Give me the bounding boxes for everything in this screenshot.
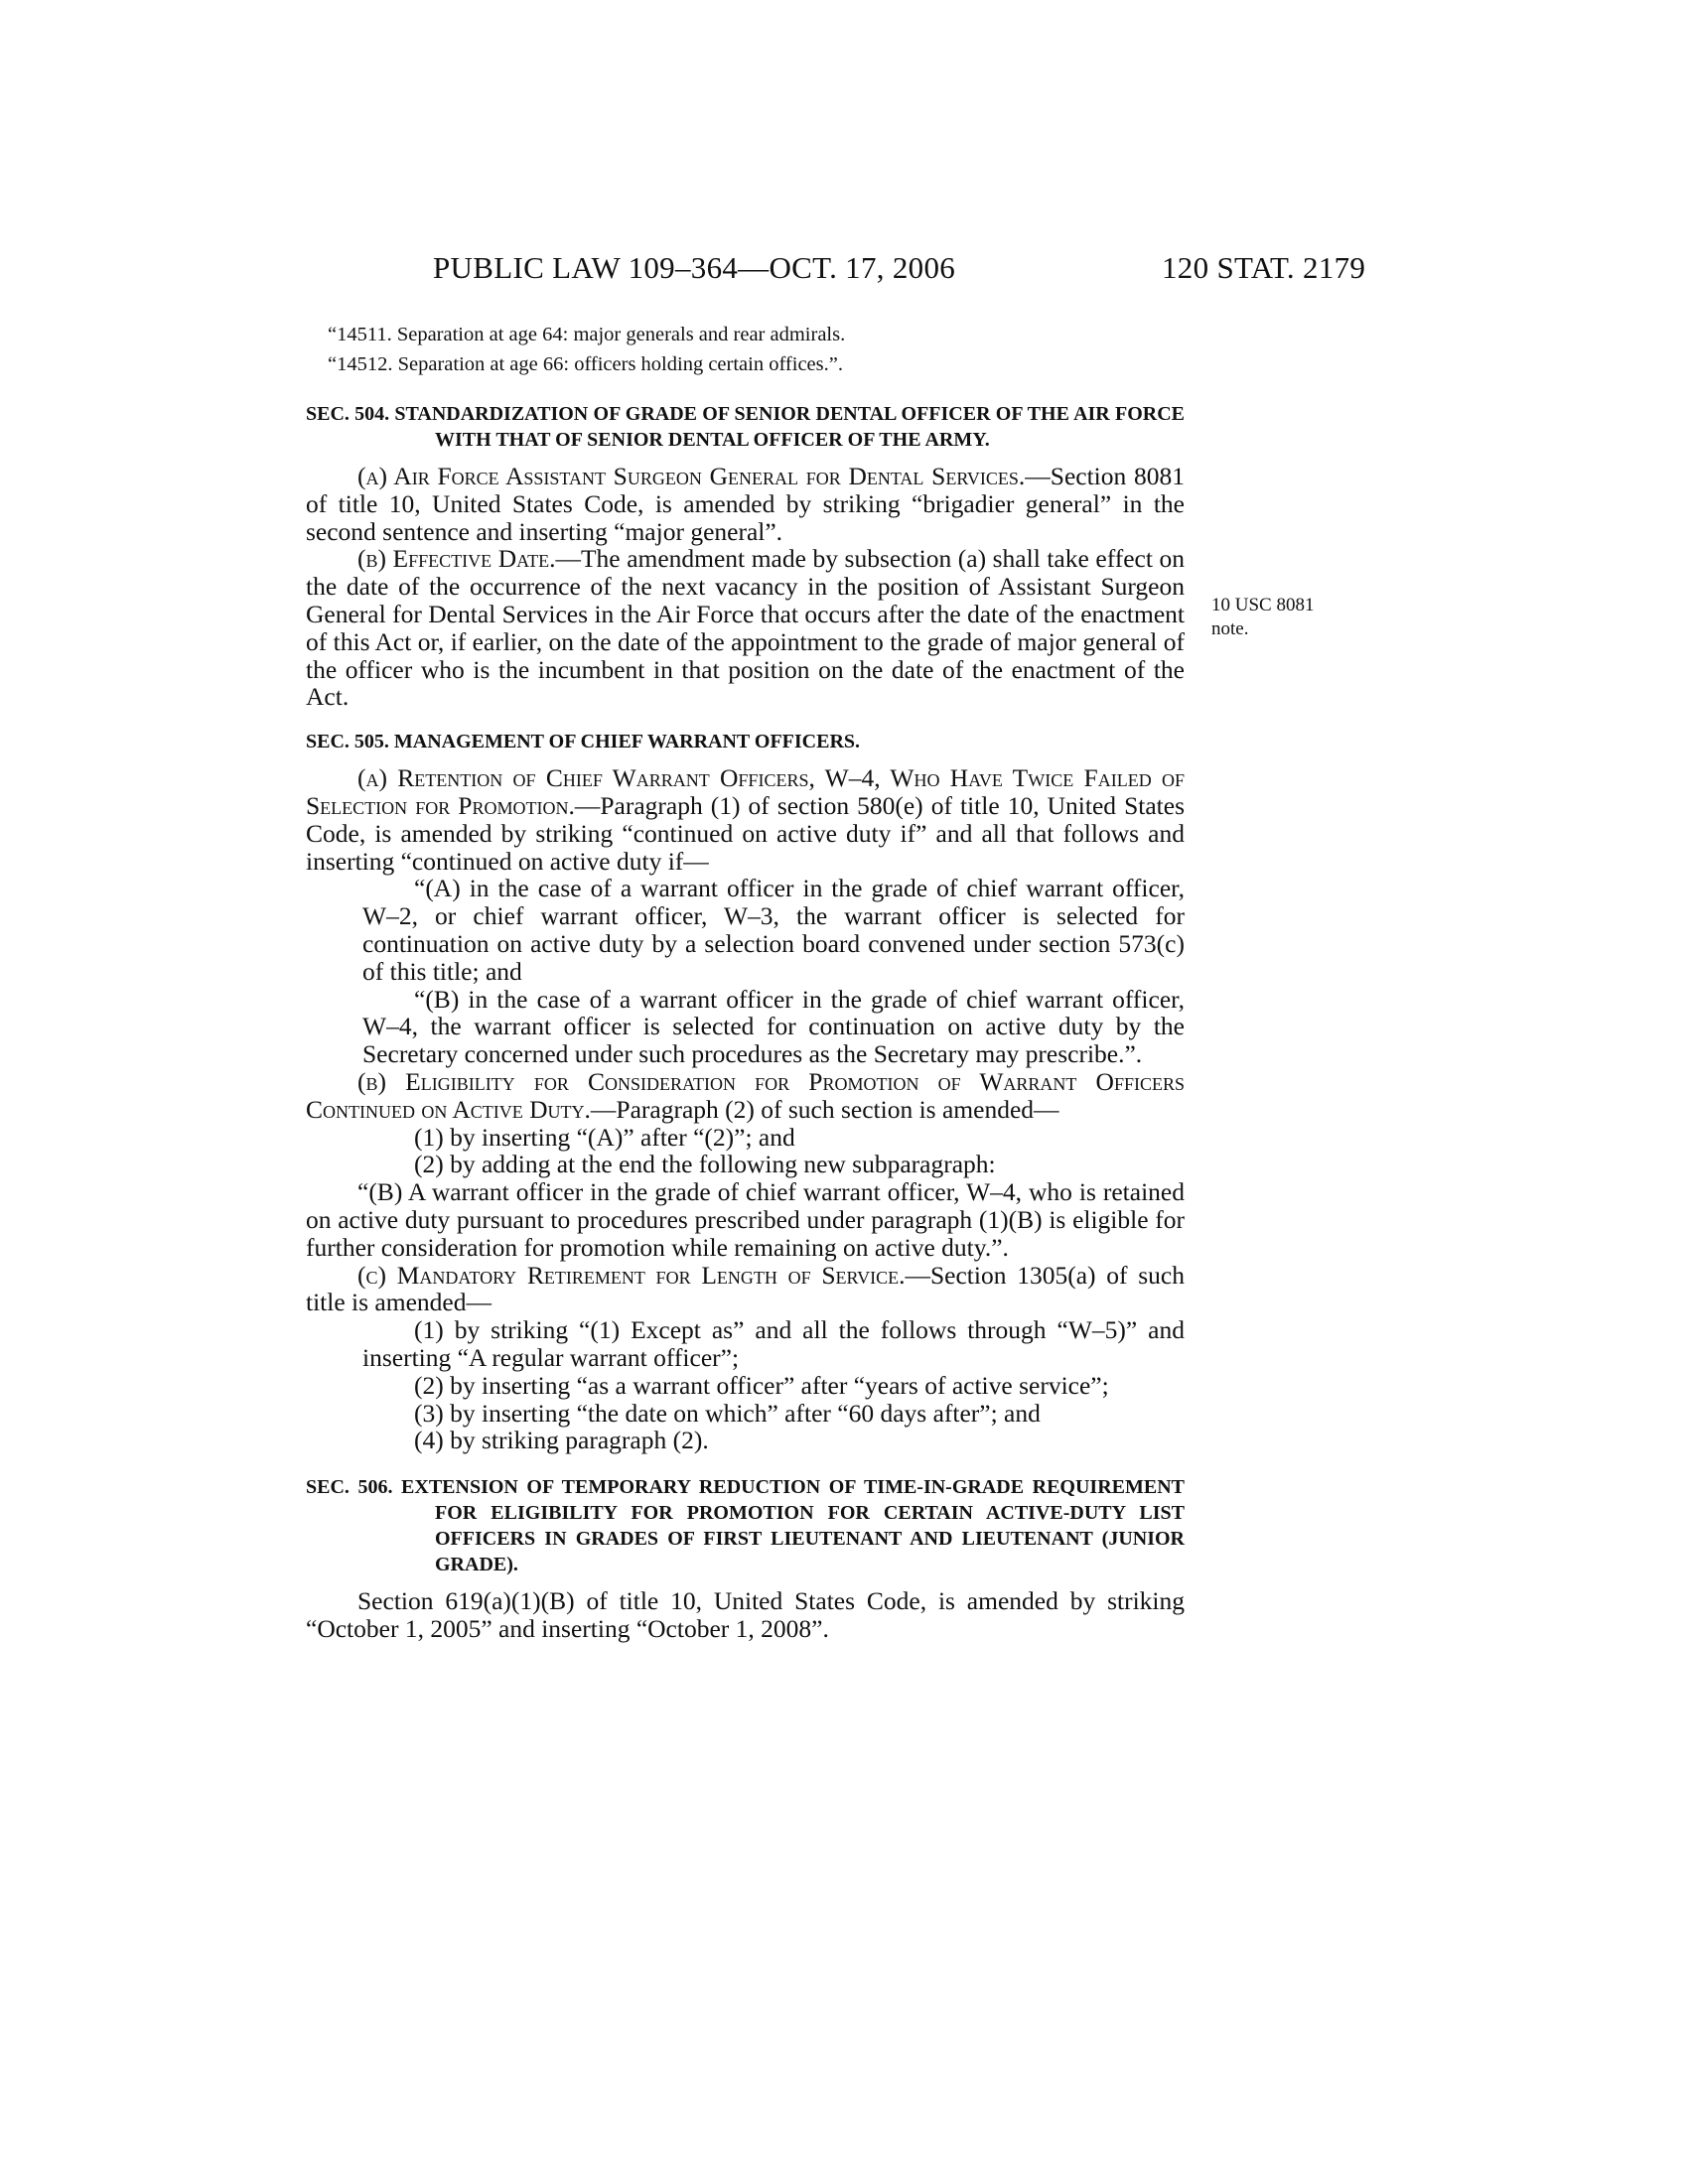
section-504-b [306,545,1185,711]
section-504-heading: SEC. 504. STANDARDIZATION OF GRADE OF SENIOR DENTAL OFFICER OF THE AIR FORCE WITH THAT OF SENIOR DENTAL OFFICER OF THE ARMY. [306,403,1185,451]
law-title: PUBLIC LAW 109–364—OCT. 17, 2006 [433,250,956,285]
section-505-b [306,1068,1185,1124]
section-505-quote-a: “(A) in the case of a warrant officer in the grade of chief warrant officer, W–2, or chief warrant officer, W–3, the warrant officer is selected for continuation on active duty by a selection board convened under section 573(c) of this title; and [362,874,1185,986]
toc-line: “14512. Separation at age 66: officers holding certain offices.”. [328,353,843,375]
section-504-a-text: —Section 8081 of title 10, United States Code, is amended by striking “brigadier general” in the second sentence and inserting “major general”. [306,462,1185,546]
toc-list [328,320,1185,379]
section-505-b-item-1: (1) by inserting “(A)” after “(2)”; and [414,1122,795,1152]
section-505-c-item-4: (4) by striking paragraph (2). [414,1426,709,1455]
margin-note: 10 USC 8081 note. [1211,595,1315,639]
section-505-c-item-2: (2) by inserting “as a warrant officer” after “years of active service”; [414,1370,1109,1400]
document-body [306,320,1185,1643]
section-505-b-subparagraph: “(B) A warrant officer in the grade of chief warrant officer, W–4, who is retained on active duty pursuant to procedures prescribed under paragraph (1)(B) is eligible for further consideration for promotion while remaining on active duty.”. [306,1177,1185,1262]
toc-line: “14511. Separation at age 64: major generals and rear admirals. [328,324,846,345]
section-505-heading: SEC. 505. MANAGEMENT OF CHIEF WARRANT OFFICERS. [306,731,861,753]
section-505-quote-b: “(B) in the case of a warrant officer in the grade of chief warrant officer, W–4, the warrant officer is selected for continuation on active duty by the Secretary concerned under such procedures as the Secretary may prescribe.”. [362,984,1185,1069]
section-505-c-caption: (c) Mandatory Retirement for Length of Service. [357,1260,906,1290]
section-506-text: Section 619(a)(1)(B) of title 10, United States Code, is amended by striking “October 1, 2005” and inserting “October 1, 2008”. [306,1586,1185,1643]
section-505-c [306,1262,1185,1317]
stat-page-number: 120 STAT. 2179 [1162,250,1366,285]
section-505-c-item-3: (3) by inserting “the date on which” after “60 days after”; and [414,1398,1041,1428]
section-504-b-text: —The amendment made by subsection (a) shall take effect on the date of the occurrence of the next vacancy in the position of Assistant Surgeon General for Dental Services in the Air Force that occurs after the date of the enactment of this Act or, if earlier, on the date of the appointment to the grade of major general of the officer who is the incumbent in that position on the date of the enactment of the Act. [306,544,1185,712]
section-504-a-caption: (a) Air Force Assistant Surgeon General for Dental Services. [357,462,1026,490]
section-505-a-caption: (a) Retention of Chief Warrant Officers, W–4, Who Have Twice Failed of Selection for Promotion. [306,763,1185,820]
section-505-a-text: —Paragraph (1) of section 580(e) of title 10, United States Code, is amended by striking “continued on active duty if” and all that follows and inserting “continued on active duty if— [306,790,1186,876]
section-505-a [306,764,1185,875]
section-506-heading: SEC. 506. EXTENSION OF TEMPORARY REDUCTION OF TIME-IN-GRADE REQUIREMENT FOR ELIGIBILITY FOR PROMOTION FOR CERTAIN ACTIVE-DUTY LIST OFFICERS IN GRADES OF FIRST LIEUTENANT AND LIEUTENANT (JUNIOR GRADE). [306,1476,1185,1576]
section-505-c-item-1: (1) by striking “(1) Except as” and all the follows through “W–5)” and inserting “A regular warrant officer”; [362,1315,1185,1372]
section-504-a [306,463,1185,545]
section-505-b-caption: (b) Eligibility for Consideration for Promotion of Warrant Officers Continued on Active Duty. [306,1066,1185,1124]
section-505-b-item-2: (2) by adding at the end the following new subparagraph: [414,1150,996,1179]
section-505-c-text: —Section 1305(a) of such title is amended— [306,1260,1185,1317]
page-header [0,250,1688,290]
section-505-b-text: —Paragraph (2) of such section is amended— [590,1094,1059,1124]
section-504-b-caption: (b) Effective Date. [357,544,556,574]
